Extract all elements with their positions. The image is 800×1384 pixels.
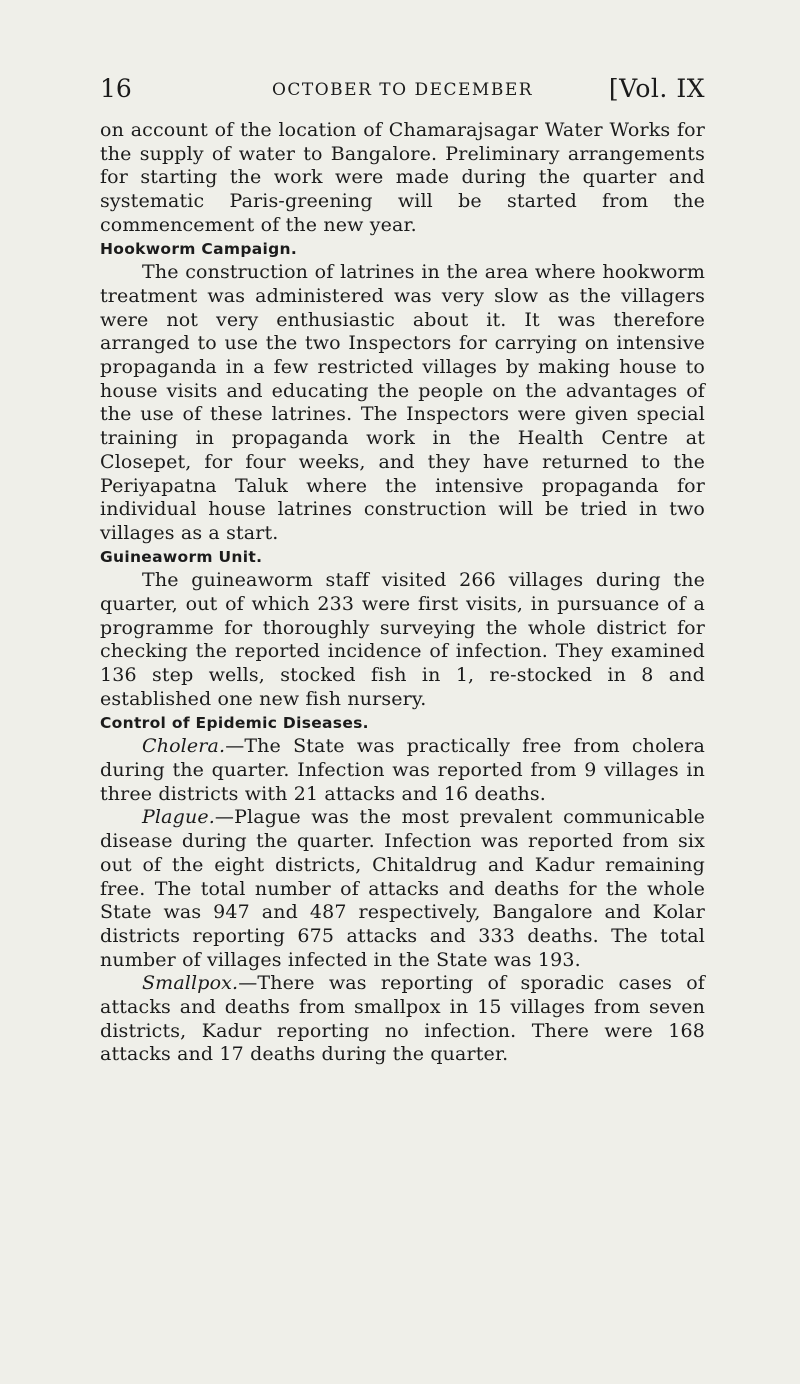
smallpox-paragraph: [100, 972, 705, 1067]
guineaworm-paragraph: The guineaworm staff visited 266 villages during the quarter, out of which 233 were first visits, in pursuance of a programme for thoroughly surveying the whole district for checking the reported incidence of infection. They examined 136 step wells, stocked fish in 1, re-stocked in 8 and established one new fish nursery.: [100, 569, 705, 710]
smallpox-text: —There was reporting of sporadic cases of attacks and deaths from smallpox in 15 villages from seven districts, Kadur reporting no infection. There were 168 attacks and 17 deaths during the quarter.: [100, 972, 705, 1066]
volume-label: [Vol. IX: [608, 74, 705, 103]
plague-paragraph: [100, 806, 705, 972]
intro-paragraph: on account of the location of Chamarajsagar Water Works for the supply of water to Bangalore. Preliminary arrangements for starting the work were made during the quarter and systematic Paris-greening will be started from the commencement of the new year.: [100, 119, 705, 236]
cholera-term: Cholera.: [142, 735, 226, 758]
section-heading-epidemic: Control of Epidemic Diseases.: [100, 713, 369, 732]
section-heading-hookworm: Hookworm Campaign.: [100, 239, 298, 258]
plague-text: —Plague was the most prevalent communicable disease during the quarter. Infection was reported from six out of the eight districts, Chitaldrug and Kadur remaining free. The total number of attacks and deaths for the whole State was 947 and 487 respectively, Bangalore and Kolar districts reporting 675 attacks and 333 deaths. The total number of villages infected in the State was 193.: [100, 806, 705, 971]
cholera-text: —The State was practically free from cholera during the quarter. Infection was reported from 9 villages in three districts with 21 attacks and 16 deaths.: [100, 735, 705, 805]
page-body: [100, 119, 705, 1067]
section-heading-guineaworm: Guineaworm Unit.: [100, 547, 263, 566]
page-number: 16: [100, 74, 132, 103]
running-title: OCTOBER TO DECEMBER: [271, 80, 534, 100]
hookworm-paragraph: The construction of latrines in the area where hookworm treatment was administered was very slow as the villagers were not very enthusiastic about it. It was therefore arranged to use the two Inspectors for carrying on intensive propaganda in a few restricted villages by making house to house visits and educating the people on the advantages of the use of these latrines. The Inspectors were given special training in propaganda work in the Health Centre at Closepet, for four weeks, and they have returned to the Periyapatna Taluk where the intensive propaganda for individual house latrines construction will be tried in two villages as a start.: [100, 261, 705, 544]
smallpox-term: Smallpox.: [142, 972, 239, 995]
cholera-paragraph: [100, 735, 705, 806]
page-header: [100, 74, 705, 108]
plague-term: Plague.: [142, 806, 215, 829]
